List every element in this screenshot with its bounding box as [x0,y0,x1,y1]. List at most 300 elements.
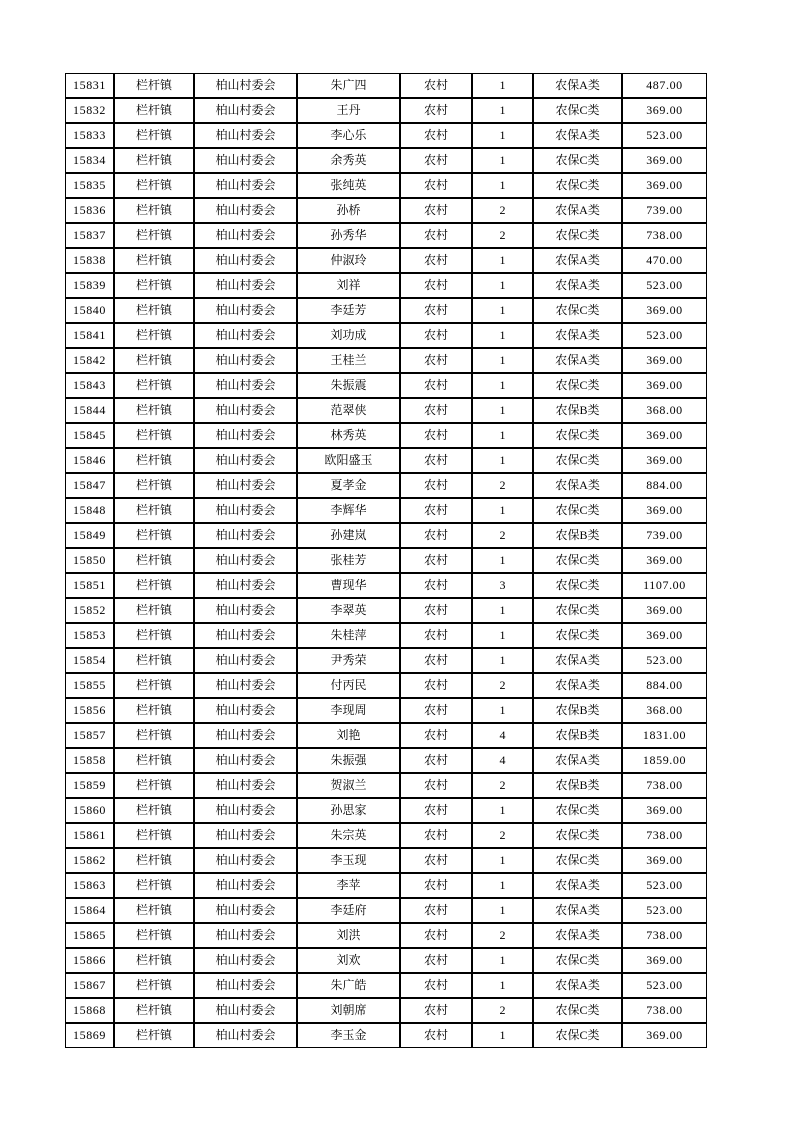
cell-village-committee: 柏山村委会 [194,848,297,873]
cell-amount: 369.00 [622,98,707,123]
cell-amount: 523.00 [622,123,707,148]
table-row [65,348,707,373]
cell-person-count: 1 [472,373,533,398]
cell-village-committee: 柏山村委会 [194,173,297,198]
cell-amount: 369.00 [622,498,707,523]
cell-insurance-category: 农保A类 [533,198,622,223]
cell-amount: 369.00 [622,598,707,623]
cell-residence-type: 农村 [400,198,472,223]
table-row [65,323,707,348]
cell-insurance-category: 农保B类 [533,398,622,423]
cell-serial-number: 15863 [65,873,114,898]
cell-town: 栏杆镇 [114,723,194,748]
cell-serial-number: 15854 [65,648,114,673]
cell-village-committee: 柏山村委会 [194,473,297,498]
cell-person-count: 1 [472,948,533,973]
cell-serial-number: 15836 [65,198,114,223]
cell-amount: 369.00 [622,548,707,573]
cell-residence-type: 农村 [400,848,472,873]
cell-serial-number: 15846 [65,448,114,473]
cell-person-count: 1 [472,148,533,173]
cell-serial-number: 15862 [65,848,114,873]
cell-serial-number: 15837 [65,223,114,248]
cell-serial-number: 15844 [65,398,114,423]
cell-amount: 523.00 [622,873,707,898]
cell-residence-type: 农村 [400,898,472,923]
cell-town: 栏杆镇 [114,348,194,373]
cell-person-count: 2 [472,198,533,223]
cell-insurance-category: 农保C类 [533,848,622,873]
cell-serial-number: 15842 [65,348,114,373]
cell-amount: 368.00 [622,398,707,423]
table-row [65,173,707,198]
cell-village-committee: 柏山村委会 [194,973,297,998]
table-row [65,498,707,523]
cell-insurance-category: 农保A类 [533,898,622,923]
table-body [65,73,707,1048]
table-row [65,448,707,473]
cell-village-committee: 柏山村委会 [194,523,297,548]
cell-amount: 369.00 [622,848,707,873]
cell-serial-number: 15858 [65,748,114,773]
cell-person-count: 3 [472,573,533,598]
cell-insurance-category: 农保C类 [533,98,622,123]
cell-person-name: 刘艳 [297,723,400,748]
cell-person-name: 王桂兰 [297,348,400,373]
table-row [65,723,707,748]
cell-person-name: 李翠英 [297,598,400,623]
cell-town: 栏杆镇 [114,573,194,598]
cell-insurance-category: 农保B类 [533,773,622,798]
cell-amount: 369.00 [622,373,707,398]
cell-amount: 368.00 [622,698,707,723]
cell-residence-type: 农村 [400,448,472,473]
cell-insurance-category: 农保C类 [533,373,622,398]
cell-village-committee: 柏山村委会 [194,948,297,973]
cell-town: 栏杆镇 [114,823,194,848]
cell-town: 栏杆镇 [114,298,194,323]
cell-person-name: 朱广皓 [297,973,400,998]
cell-residence-type: 农村 [400,948,472,973]
cell-amount: 523.00 [622,273,707,298]
cell-person-name: 朱广四 [297,73,400,98]
table-row [65,373,707,398]
cell-village-committee: 柏山村委会 [194,348,297,373]
cell-town: 栏杆镇 [114,748,194,773]
cell-serial-number: 15845 [65,423,114,448]
cell-residence-type: 农村 [400,648,472,673]
table-row [65,123,707,148]
cell-insurance-category: 农保C类 [533,148,622,173]
cell-town: 栏杆镇 [114,673,194,698]
table-row [65,948,707,973]
cell-amount: 470.00 [622,248,707,273]
cell-insurance-category: 农保A类 [533,248,622,273]
cell-residence-type: 农村 [400,698,472,723]
cell-person-name: 李廷府 [297,898,400,923]
cell-town: 栏杆镇 [114,273,194,298]
cell-serial-number: 15853 [65,623,114,648]
cell-person-count: 1 [472,398,533,423]
cell-residence-type: 农村 [400,348,472,373]
cell-serial-number: 15860 [65,798,114,823]
table-row [65,573,707,598]
cell-amount: 369.00 [622,298,707,323]
cell-serial-number: 15867 [65,973,114,998]
cell-person-name: 张桂芳 [297,548,400,573]
cell-person-count: 2 [472,998,533,1023]
cell-insurance-category: 农保A类 [533,873,622,898]
cell-serial-number: 15852 [65,598,114,623]
cell-insurance-category: 农保C类 [533,948,622,973]
cell-person-count: 1 [472,348,533,373]
cell-insurance-category: 农保A类 [533,748,622,773]
cell-town: 栏杆镇 [114,1023,194,1048]
cell-town: 栏杆镇 [114,648,194,673]
cell-person-name: 范翠侠 [297,398,400,423]
cell-person-count: 2 [472,223,533,248]
cell-insurance-category: 农保A类 [533,323,622,348]
cell-insurance-category: 农保C类 [533,298,622,323]
cell-village-committee: 柏山村委会 [194,548,297,573]
table-row [65,648,707,673]
cell-village-committee: 柏山村委会 [194,298,297,323]
cell-person-count: 2 [472,923,533,948]
cell-person-name: 付丙民 [297,673,400,698]
cell-person-count: 1 [472,298,533,323]
cell-village-committee: 柏山村委会 [194,623,297,648]
cell-village-committee: 柏山村委会 [194,1023,297,1048]
cell-village-committee: 柏山村委会 [194,248,297,273]
table-row [65,998,707,1023]
table-row [65,1023,707,1048]
table-row [65,598,707,623]
cell-insurance-category: 农保C类 [533,998,622,1023]
cell-village-committee: 柏山村委会 [194,373,297,398]
cell-town: 栏杆镇 [114,73,194,98]
cell-amount: 369.00 [622,623,707,648]
cell-town: 栏杆镇 [114,523,194,548]
cell-residence-type: 农村 [400,673,472,698]
cell-person-count: 1 [472,323,533,348]
cell-person-count: 1 [472,848,533,873]
cell-residence-type: 农村 [400,1023,472,1048]
cell-person-count: 1 [472,498,533,523]
cell-person-name: 朱振强 [297,748,400,773]
cell-town: 栏杆镇 [114,798,194,823]
cell-village-committee: 柏山村委会 [194,448,297,473]
cell-insurance-category: 农保A类 [533,923,622,948]
cell-insurance-category: 农保C类 [533,448,622,473]
cell-serial-number: 15838 [65,248,114,273]
cell-town: 栏杆镇 [114,223,194,248]
cell-town: 栏杆镇 [114,148,194,173]
table-row [65,773,707,798]
cell-person-count: 1 [472,423,533,448]
cell-amount: 523.00 [622,898,707,923]
cell-insurance-category: 农保A类 [533,673,622,698]
cell-village-committee: 柏山村委会 [194,673,297,698]
cell-person-name: 刘祥 [297,273,400,298]
cell-person-name: 张纯英 [297,173,400,198]
cell-person-count: 1 [472,1023,533,1048]
cell-residence-type: 农村 [400,148,472,173]
cell-insurance-category: 农保A类 [533,123,622,148]
cell-insurance-category: 农保C类 [533,598,622,623]
cell-serial-number: 15855 [65,673,114,698]
cell-serial-number: 15849 [65,523,114,548]
table-row [65,148,707,173]
cell-person-count: 1 [472,173,533,198]
cell-town: 栏杆镇 [114,998,194,1023]
cell-person-name: 欧阳盛玉 [297,448,400,473]
cell-amount: 369.00 [622,148,707,173]
cell-person-count: 1 [472,98,533,123]
cell-person-name: 李现周 [297,698,400,723]
table-row [65,423,707,448]
cell-person-name: 孙桥 [297,198,400,223]
cell-amount: 487.00 [622,73,707,98]
cell-residence-type: 农村 [400,773,472,798]
cell-serial-number: 15869 [65,1023,114,1048]
table-row [65,898,707,923]
cell-person-name: 曹现华 [297,573,400,598]
cell-residence-type: 农村 [400,173,472,198]
cell-person-count: 1 [472,548,533,573]
cell-amount: 369.00 [622,448,707,473]
cell-person-count: 1 [472,123,533,148]
cell-insurance-category: 农保A类 [533,973,622,998]
cell-village-committee: 柏山村委会 [194,73,297,98]
cell-amount: 369.00 [622,173,707,198]
table-row [65,748,707,773]
cell-insurance-category: 农保C类 [533,623,622,648]
cell-village-committee: 柏山村委会 [194,273,297,298]
cell-town: 栏杆镇 [114,598,194,623]
cell-person-name: 李廷芳 [297,298,400,323]
cell-residence-type: 农村 [400,248,472,273]
cell-residence-type: 农村 [400,73,472,98]
cell-residence-type: 农村 [400,598,472,623]
cell-residence-type: 农村 [400,273,472,298]
cell-person-count: 1 [472,698,533,723]
cell-residence-type: 农村 [400,548,472,573]
cell-serial-number: 15832 [65,98,114,123]
cell-town: 栏杆镇 [114,123,194,148]
cell-residence-type: 农村 [400,973,472,998]
cell-town: 栏杆镇 [114,698,194,723]
table-row [65,248,707,273]
cell-amount: 738.00 [622,773,707,798]
cell-person-count: 1 [472,873,533,898]
cell-serial-number: 15843 [65,373,114,398]
cell-person-name: 刘欢 [297,948,400,973]
cell-person-name: 朱桂萍 [297,623,400,648]
cell-village-committee: 柏山村委会 [194,823,297,848]
table-row [65,823,707,848]
cell-village-committee: 柏山村委会 [194,198,297,223]
cell-village-committee: 柏山村委会 [194,498,297,523]
cell-village-committee: 柏山村委会 [194,398,297,423]
cell-person-name: 刘洪 [297,923,400,948]
table-row [65,198,707,223]
cell-amount: 738.00 [622,223,707,248]
table-row [65,548,707,573]
table-row [65,798,707,823]
cell-amount: 738.00 [622,998,707,1023]
table-row [65,98,707,123]
cell-person-count: 1 [472,598,533,623]
table-row [65,298,707,323]
cell-village-committee: 柏山村委会 [194,798,297,823]
cell-serial-number: 15864 [65,898,114,923]
cell-serial-number: 15851 [65,573,114,598]
cell-serial-number: 15834 [65,148,114,173]
cell-insurance-category: 农保B类 [533,723,622,748]
cell-person-name: 林秀英 [297,423,400,448]
cell-residence-type: 农村 [400,373,472,398]
cell-person-count: 4 [472,748,533,773]
cell-insurance-category: 农保B类 [533,523,622,548]
cell-person-name: 李玉现 [297,848,400,873]
cell-person-count: 2 [472,673,533,698]
cell-serial-number: 15831 [65,73,114,98]
table-row [65,923,707,948]
cell-person-name: 尹秀荣 [297,648,400,673]
cell-insurance-category: 农保C类 [533,173,622,198]
cell-village-committee: 柏山村委会 [194,323,297,348]
cell-residence-type: 农村 [400,823,472,848]
cell-amount: 738.00 [622,823,707,848]
cell-town: 栏杆镇 [114,473,194,498]
cell-residence-type: 农村 [400,123,472,148]
cell-person-count: 2 [472,773,533,798]
cell-serial-number: 15833 [65,123,114,148]
cell-insurance-category: 农保C类 [533,573,622,598]
cell-person-name: 李辉华 [297,498,400,523]
cell-serial-number: 15865 [65,923,114,948]
cell-residence-type: 农村 [400,998,472,1023]
cell-serial-number: 15847 [65,473,114,498]
cell-person-name: 孙秀华 [297,223,400,248]
cell-town: 栏杆镇 [114,248,194,273]
cell-residence-type: 农村 [400,298,472,323]
table-row [65,223,707,248]
cell-serial-number: 15866 [65,948,114,973]
cell-serial-number: 15835 [65,173,114,198]
cell-person-name: 朱振震 [297,373,400,398]
cell-village-committee: 柏山村委会 [194,748,297,773]
cell-town: 栏杆镇 [114,973,194,998]
cell-serial-number: 15848 [65,498,114,523]
cell-town: 栏杆镇 [114,923,194,948]
cell-residence-type: 农村 [400,723,472,748]
cell-insurance-category: 农保A类 [533,648,622,673]
cell-village-committee: 柏山村委会 [194,148,297,173]
cell-amount: 523.00 [622,323,707,348]
table-row [65,698,707,723]
cell-person-count: 4 [472,723,533,748]
cell-residence-type: 农村 [400,798,472,823]
cell-person-name: 贺淑兰 [297,773,400,798]
cell-serial-number: 15840 [65,298,114,323]
cell-serial-number: 15856 [65,698,114,723]
cell-person-count: 1 [472,648,533,673]
table-row [65,273,707,298]
cell-town: 栏杆镇 [114,323,194,348]
cell-village-committee: 柏山村委会 [194,123,297,148]
cell-town: 栏杆镇 [114,198,194,223]
table-row [65,673,707,698]
cell-residence-type: 农村 [400,223,472,248]
cell-amount: 369.00 [622,948,707,973]
cell-amount: 739.00 [622,198,707,223]
cell-residence-type: 农村 [400,923,472,948]
cell-town: 栏杆镇 [114,948,194,973]
cell-town: 栏杆镇 [114,373,194,398]
cell-person-count: 2 [472,473,533,498]
cell-amount: 523.00 [622,648,707,673]
cell-amount: 369.00 [622,798,707,823]
cell-person-name: 刘功成 [297,323,400,348]
cell-amount: 738.00 [622,923,707,948]
table-row [65,398,707,423]
cell-person-count: 1 [472,623,533,648]
cell-town: 栏杆镇 [114,898,194,923]
cell-village-committee: 柏山村委会 [194,98,297,123]
cell-town: 栏杆镇 [114,848,194,873]
cell-amount: 1859.00 [622,748,707,773]
cell-insurance-category: 农保C类 [533,223,622,248]
cell-serial-number: 15861 [65,823,114,848]
cell-person-name: 刘朝席 [297,998,400,1023]
cell-person-count: 1 [472,973,533,998]
cell-village-committee: 柏山村委会 [194,773,297,798]
cell-serial-number: 15857 [65,723,114,748]
cell-residence-type: 农村 [400,473,472,498]
cell-amount: 884.00 [622,473,707,498]
cell-residence-type: 农村 [400,748,472,773]
cell-person-name: 仲淑玲 [297,248,400,273]
cell-amount: 1107.00 [622,573,707,598]
cell-residence-type: 农村 [400,423,472,448]
cell-person-count: 1 [472,798,533,823]
cell-person-name: 李心乐 [297,123,400,148]
cell-village-committee: 柏山村委会 [194,998,297,1023]
cell-village-committee: 柏山村委会 [194,648,297,673]
cell-insurance-category: 农保A类 [533,348,622,373]
cell-insurance-category: 农保B类 [533,698,622,723]
cell-residence-type: 农村 [400,498,472,523]
cell-town: 栏杆镇 [114,398,194,423]
cell-amount: 369.00 [622,423,707,448]
cell-amount: 884.00 [622,673,707,698]
cell-residence-type: 农村 [400,873,472,898]
cell-person-count: 1 [472,898,533,923]
cell-residence-type: 农村 [400,98,472,123]
table-row [65,473,707,498]
cell-village-committee: 柏山村委会 [194,573,297,598]
cell-village-committee: 柏山村委会 [194,423,297,448]
cell-insurance-category: 农保C类 [533,498,622,523]
cell-village-committee: 柏山村委会 [194,898,297,923]
cell-village-committee: 柏山村委会 [194,873,297,898]
cell-amount: 523.00 [622,973,707,998]
cell-person-count: 1 [472,248,533,273]
cell-amount: 369.00 [622,1023,707,1048]
cell-town: 栏杆镇 [114,173,194,198]
cell-serial-number: 15850 [65,548,114,573]
